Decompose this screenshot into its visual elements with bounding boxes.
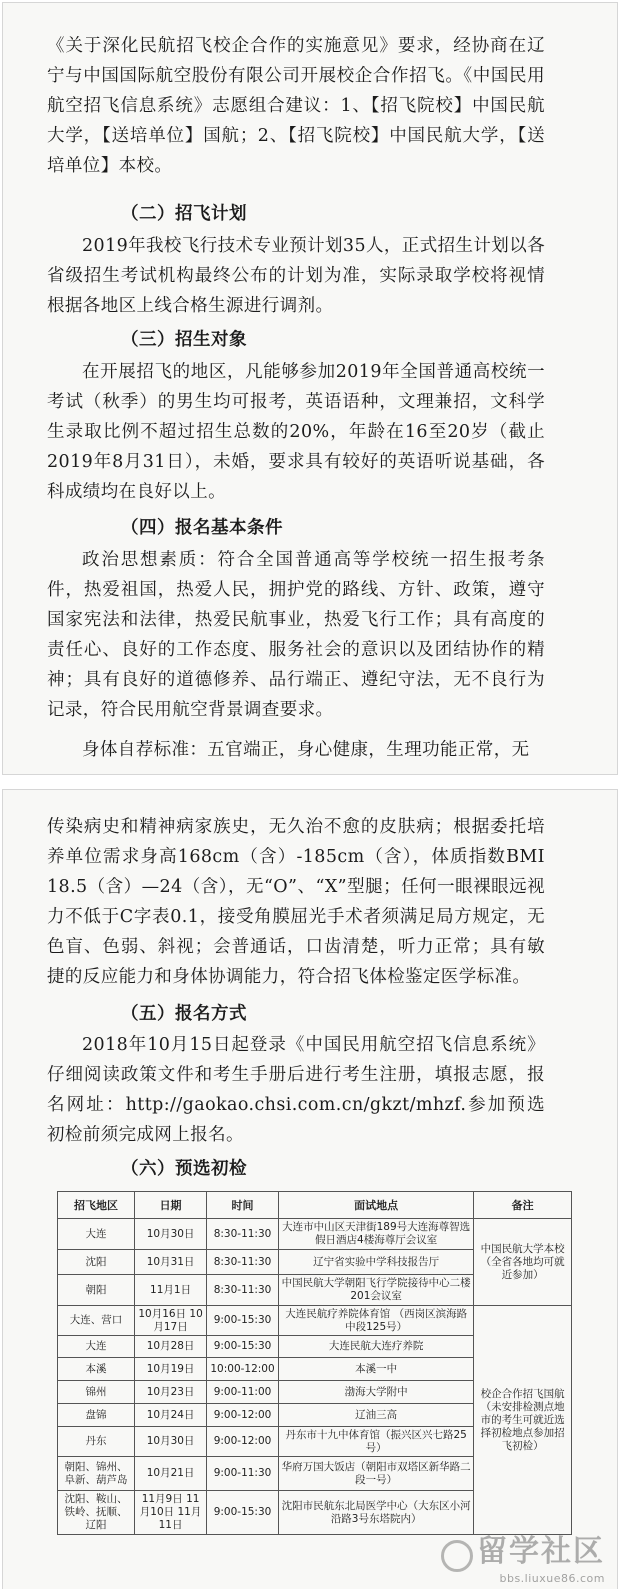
cell-remark-air-china: 校企合作招飞国航（未安排检测点地市的考生可就近选择初检地点参加招飞初检） <box>474 1306 572 1535</box>
heading-preselection: （六）预选初检 <box>121 1159 247 1179</box>
cell-region: 本溪 <box>58 1358 135 1381</box>
cell-location: 华府万国大饭店（朝阳市双塔区新华路二段一号） <box>279 1457 474 1491</box>
cell-location: 辽宁省实验中学科技报告厅 <box>279 1250 474 1275</box>
heading-registration: （五）报名方式 <box>121 1004 247 1024</box>
document-page-2 <box>3 790 617 1589</box>
cell-time: 9:00-11:30 <box>207 1457 279 1491</box>
cell-location: 辽油三高 <box>279 1404 474 1427</box>
cell-time: 9:00-12:00 <box>207 1404 279 1427</box>
cell-location: 大连市中山区天津街189号大连海尊智选假日酒店4楼海尊厅会议室 <box>279 1219 474 1250</box>
cell-region: 大连 <box>58 1219 135 1250</box>
cell-region: 朝阳 <box>58 1275 135 1306</box>
cell-location: 沈阳市民航东北局医学中心（大东区小河沿路3号东塔院内） <box>279 1491 474 1535</box>
cell-date: 10月31日 <box>135 1250 207 1275</box>
cell-time: 10:00-12:00 <box>207 1358 279 1381</box>
cell-region: 朝阳、锦州、阜新、葫芦岛 <box>58 1457 135 1491</box>
cell-time: 9:00-15:30 <box>207 1336 279 1358</box>
schedule-table <box>57 1191 572 1535</box>
cell-region: 盘锦 <box>58 1404 135 1427</box>
cell-date: 11月1日 <box>135 1275 207 1306</box>
watermark-logo-icon <box>441 1540 473 1572</box>
header-location: 面试地点 <box>279 1192 474 1219</box>
cell-time: 9:00-15:30 <box>207 1491 279 1535</box>
cell-region: 丹东 <box>58 1427 135 1457</box>
cell-date: 10月24日 <box>135 1404 207 1427</box>
header-region: 招飞地区 <box>58 1192 135 1219</box>
cell-date: 10月23日 <box>135 1381 207 1404</box>
heading-target: （三）招生对象 <box>121 330 247 350</box>
paragraph-plan: 2019年我校飞行技术专业预计划35人，正式招生计划以各省级招生考试机构最终公布的计划为准，实际录取学校将视情根据各地区上线合格生源进行调剂。 <box>47 236 546 316</box>
watermark-url: bbs.liuxue86.com <box>499 1572 605 1585</box>
paragraph-political: 政治思想素质：符合全国普通高等学校统一招生报考条件，热爱祖国，热爱人民，拥护党的路线、方针、政策，遵守国家宪法和法律，热爱民航事业，热爱飞行工作；具有高度的责任心、良好的工作态度、服务社会的意识以及团结协作的精神；具有良好的道德修养、品行端正、遵纪守法，无不良行为记录，符合民用航空背景调查要求。 <box>47 550 545 720</box>
table-row <box>58 1219 572 1250</box>
cell-time: 9:00-11:00 <box>207 1381 279 1404</box>
cell-location: 丹东市十九中体育馆（振兴区兴七路25号） <box>279 1427 474 1457</box>
cell-location: 大连民航大连疗养院 <box>279 1336 474 1358</box>
cell-location: 中国民航大学朝阳飞行学院接待中心二楼201会议室 <box>279 1275 474 1306</box>
cell-date: 10月21日 <box>135 1457 207 1491</box>
cell-location: 大连民航疗养院体育馆 （西岗区滨海路中段125号） <box>279 1306 474 1336</box>
watermark <box>441 1526 605 1586</box>
watermark-main <box>441 1526 605 1573</box>
cell-region: 沈阳、鞍山、铁岭、抚顺、辽阳 <box>58 1491 135 1535</box>
paragraph-physical-cont: 传染病史和精神病家族史，无久治不愈的皮肤病；根据委托培养单位需求身高168cm（含）-185cm（含），体质指数BMI 18.5（含）—24（含），无“O”、“X”型腿；任何一眼裸眼远视力不低于C字表0.1，接受角膜屈光手术者须满足局方规定，无色盲、色弱、斜视；会普通话，口齿清楚，听力正常；具有敏捷的反应能力和身体协调能力，符合招飞体检鉴定医学标准。 <box>47 817 545 987</box>
header-remark: 备注 <box>474 1192 572 1219</box>
cell-region: 锦州 <box>58 1381 135 1404</box>
heading-plan: （二）招飞计划 <box>121 204 247 224</box>
cell-region: 大连 <box>58 1336 135 1358</box>
table-header-row <box>58 1192 572 1219</box>
cell-region: 大连、营口 <box>58 1306 135 1336</box>
cell-date: 10月30日 <box>135 1219 207 1250</box>
cell-time: 8:30-11:30 <box>207 1219 279 1250</box>
cell-time: 8:30-11:30 <box>207 1250 279 1275</box>
cell-time: 8:30-11:30 <box>207 1275 279 1306</box>
heading-conditions: （四）报名基本条件 <box>121 518 283 538</box>
cell-date: 10月19日 <box>135 1358 207 1381</box>
paragraph-cooperation: 《关于深化民航招飞校企合作的实施意见》要求，经协商在辽宁与中国国际航空股份有限公司开展校企合作招飞。《中国民用航空招飞信息系统》志愿组合建议：1、【招飞院校】中国民航大学，【送培单位】国航；2、【招飞院校】中国民航大学，【送培单位】本校。 <box>47 36 545 176</box>
cell-remark-civil-aviation-university: 中国民航大学本校（全省各地均可就近参加） <box>474 1219 572 1306</box>
cell-time: 9:00-12:00 <box>207 1427 279 1457</box>
cell-location: 本溪一中 <box>279 1358 474 1381</box>
table-row <box>58 1306 572 1336</box>
document-page-1 <box>3 3 617 774</box>
cell-date: 10月28日 <box>135 1336 207 1358</box>
paragraph-registration: 2018年10月15日起登录《中国民用航空招飞信息系统》仔细阅读政策文件和考生手册后进行考生注册，填报志愿，报名网址：http://gaokao.chsi.com.cn/gkzt/mhzf.参加预选初检前须完成网上报名。 <box>47 1035 545 1145</box>
cell-location: 渤海大学附中 <box>279 1381 474 1404</box>
header-date: 日期 <box>135 1192 207 1219</box>
cell-time: 9:00-15:30 <box>207 1306 279 1336</box>
paragraph-target: 在开展招飞的地区，凡能够参加2019年全国普通高校统一考试（秋季）的男生均可报考，英语语种，文理兼招，文科学生录取比例不超过招生总数的20%，年龄在16至20岁（截止2019年8月31日），未婚，要求具有较好的英语听说基础，各科成绩均在良好以上。 <box>47 362 545 502</box>
paragraph-physical-start: 身体自荐标准：五官端正，身心健康，生理功能正常，无 <box>82 740 530 760</box>
cell-date: 11月9日 11月10日 11月11日 <box>135 1491 207 1535</box>
cell-region: 沈阳 <box>58 1250 135 1275</box>
watermark-text: 留学社区 <box>477 1533 605 1569</box>
cell-date: 10月30日 <box>135 1427 207 1457</box>
cell-date: 10月16日 10月17日 <box>135 1306 207 1336</box>
header-time: 时间 <box>207 1192 279 1219</box>
